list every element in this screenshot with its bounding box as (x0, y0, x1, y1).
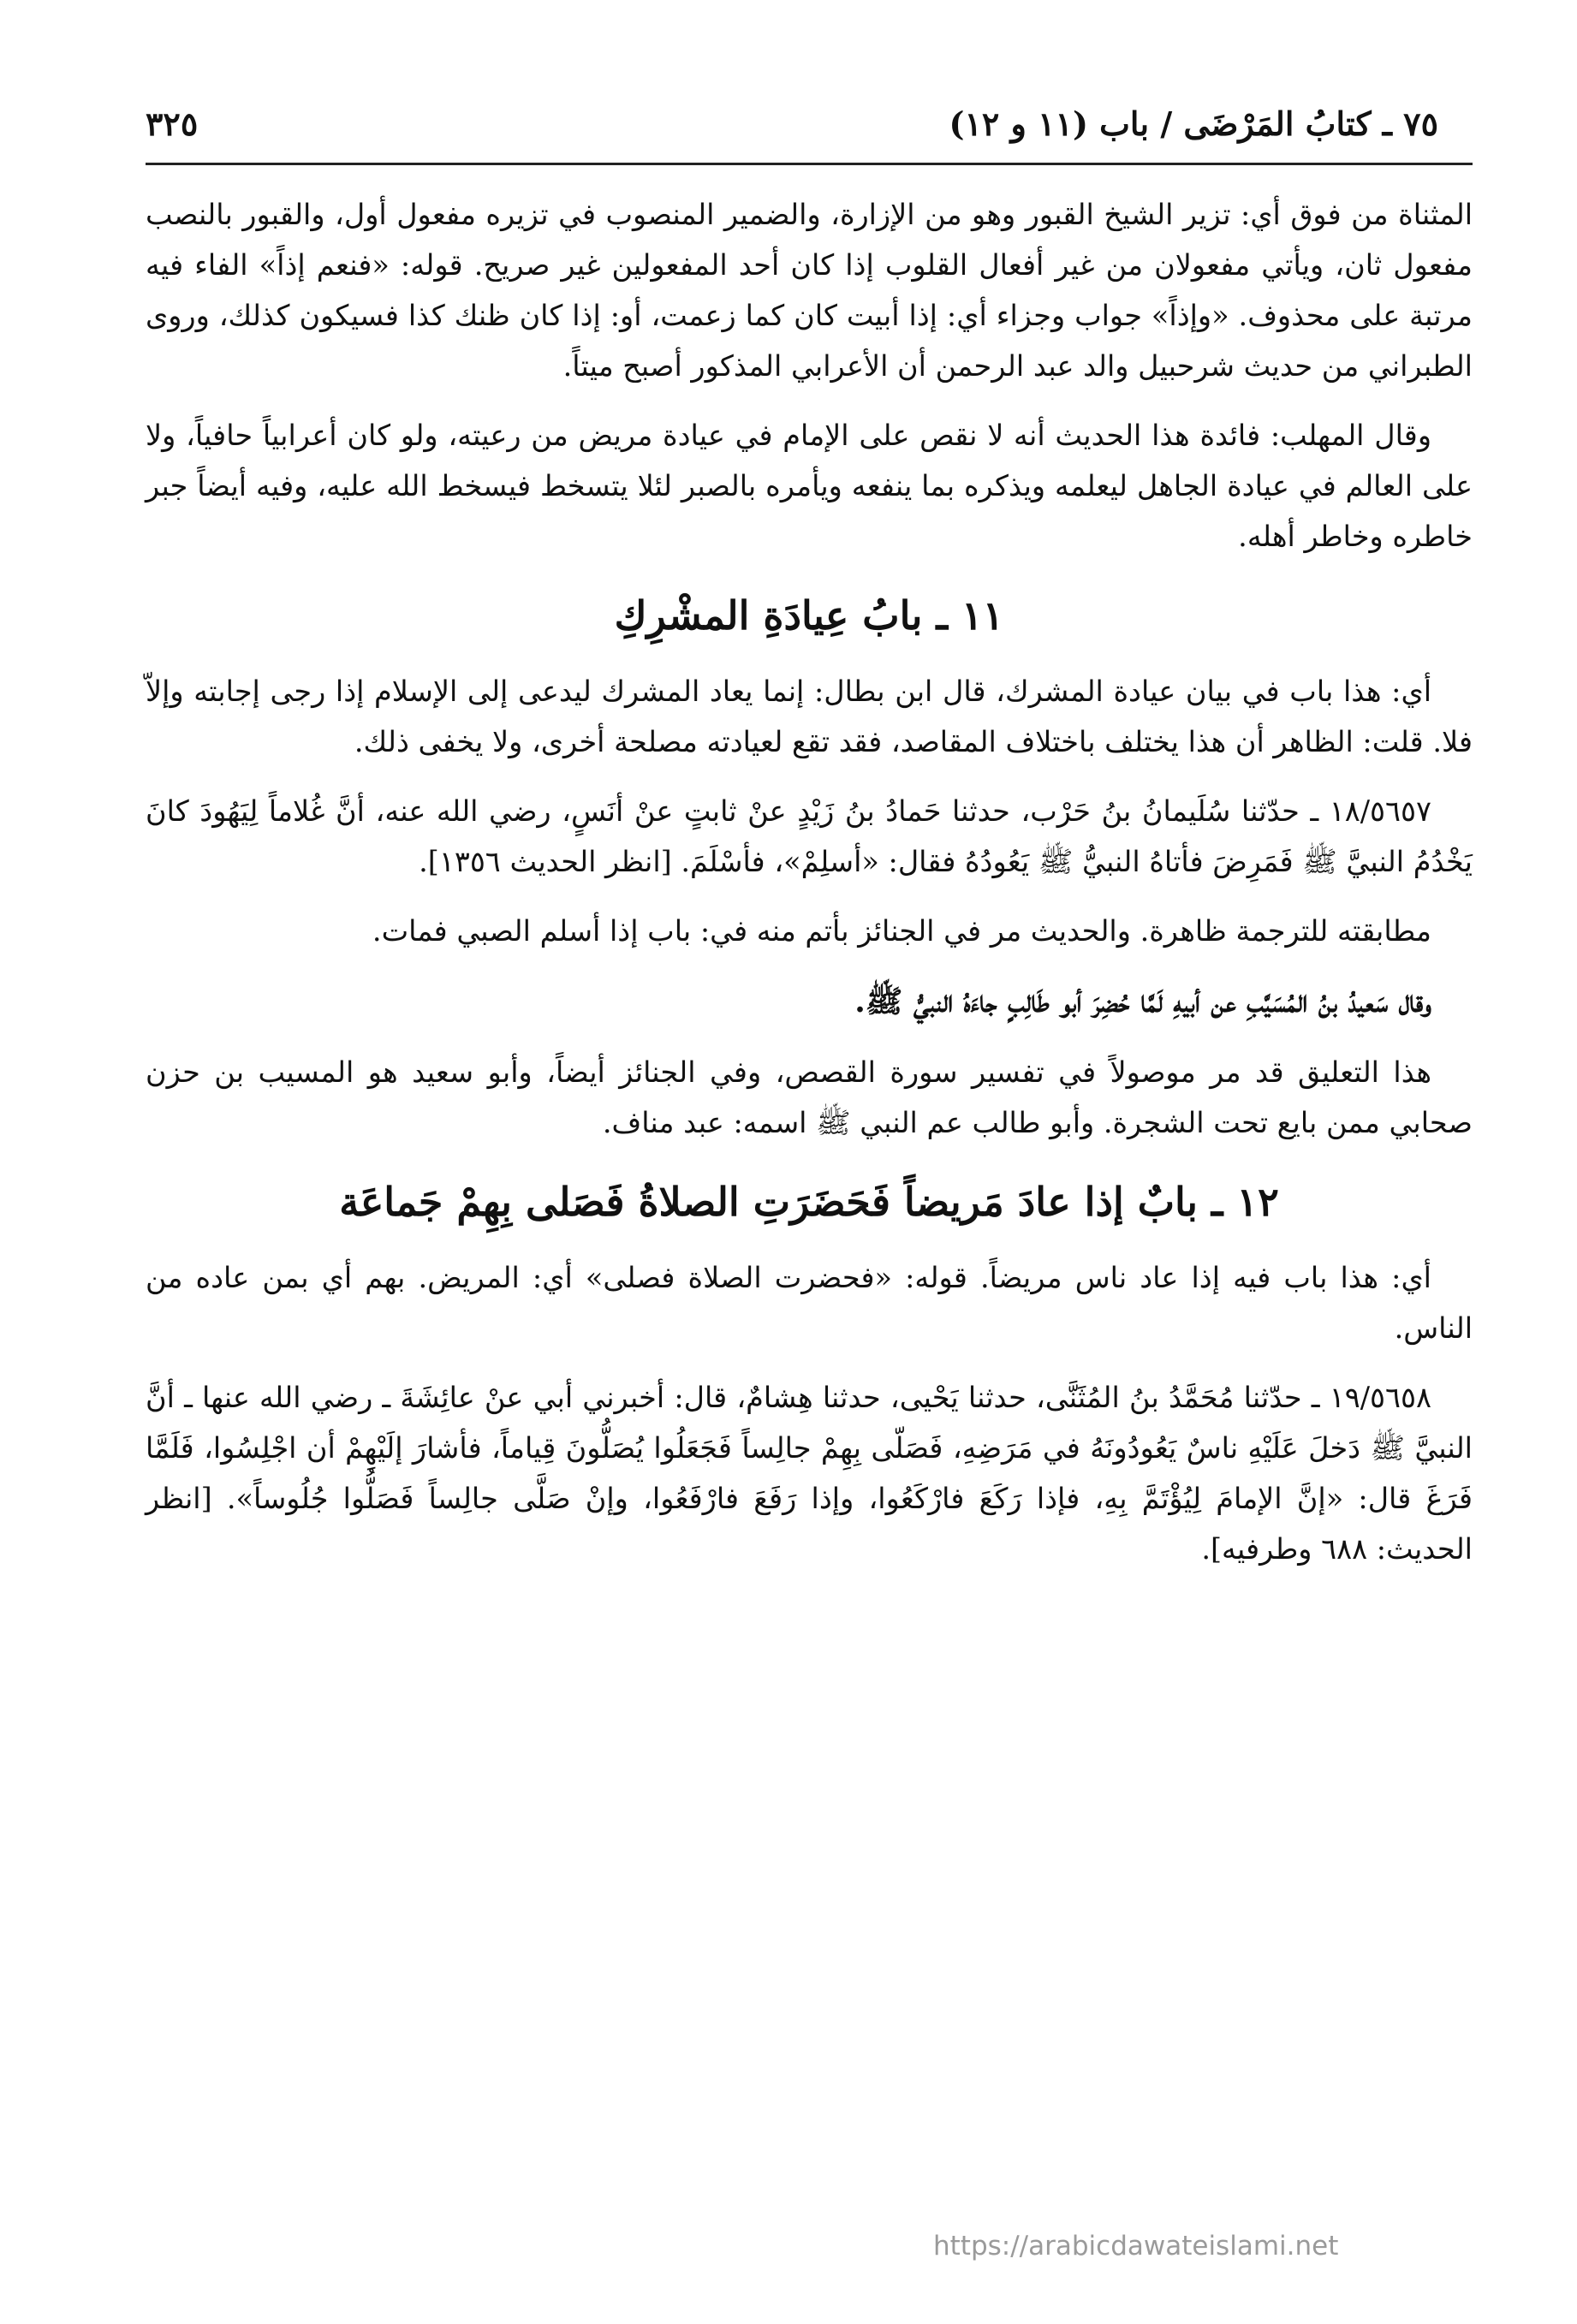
page-body (146, 189, 1473, 1574)
paragraph-commentary-3: مطابقته للترجمة ظاهرة. والحديث مر في الجنائز بأتم منه في: باب إذا أسلم الصبي فمات. (372, 914, 1431, 948)
hadith-5658: ١٩/٥٦٥٨ ـ حدّثنا مُحَمَّدُ بنُ المُثَنَّى، حدثنا يَحْيى، حدثنا هِشامٌ، قال: أخبرني أبي عنْ عائِشَةَ ـ رضي الله عنها ـ أنَّ النبيَّ ﷺ دَخلَ عَلَيْهِ ناسٌ يَعُودُونَهُ في مَرَضِهِ، فَصَلّى بِهِمْ جالِساً فَجَعَلُوا يُصَلُّونَ قِياماً، فأشارَ إلَيْهِمْ أن اجْلِسُوا، فَلَمَّا فَرَغَ قال: «إنَّ الإمامَ لِيُؤْتَمَّ بِهِ، فإذا رَكَعَ فارْكَعُوا، وإذا رَفَعَ فارْفَعُوا، وإنْ صَلَّى جالِساً فَصَلُّوا جُلُوساً». [انظر الحديث: ٦٨٨ وطرفيه]. (146, 1381, 1473, 1566)
book-page (146, 86, 1473, 2277)
hadith-mualaq: وقال سَعيدُ بنُ المُسَيَّبِ عن أبيهِ لَمَّا حُضِرَ أبو طَالِبٍ جاءَهُ النبيُّ ﷺ. (854, 984, 1431, 1019)
paragraph-chapter-12-intro: أي: هذا باب فيه إذا عاد ناس مريضاً. قوله: «فحضرت الصلاة فصلى» أي: المريض. بهم أي بمن عاده من الناس. (146, 1261, 1473, 1345)
chapter-heading-12: ١٢ ـ بابٌ إذا عادَ مَريضاً فَحَضَرَتِ الصلاةُ فَصَلى بِهِمْ جَماعَة (339, 1179, 1279, 1225)
paragraph-chapter-11-intro: أي: هذا باب في بيان عيادة المشرك، قال ابن بطال: إنما يعاد المشرك ليدعى إلى الإسلام إذا رجى إجابته وإلاّ فلا. قلت: الظاهر أن هذا يختلف باختلاف المقاصد، فقد تقع لعيادته مصلحة أخرى، ولا يخفى ذلك. (146, 675, 1473, 758)
hadith-5657: ١٨/٥٦٥٧ ـ حدّثنا سُلَيمانُ بنُ حَرْب، حدثنا حَمادُ بنُ زَيْدٍ عنْ ثابتٍ عنْ أنَسٍ، رضي الله عنه، أنَّ غُلاماً لِيَهُودَ كانَ يَخْدُمُ النبيَّ ﷺ فَمَرِضَ فأتاهُ النبيُّ ﷺ يَعُودُهُ فقال: «أسلِمْ»، فأسْلَمَ. [انظر الحديث ١٣٥٦]. (146, 794, 1473, 878)
running-header (146, 86, 1473, 159)
paragraph-commentary-1: المثناة من فوق أي: تزير الشيخ القبور وهو من الإزارة، والضمير المنصوب في تزيره مفعول أول، والقبور بالنصب مفعول ثان، ويأتي مفعولان من غير أفعال القلوب إذا كان أحد المفعولين غير صريح. قوله: «فنعم إذاً» الفاء فيه مرتبة على محذوف. «وإذاً» جواب وجزاء أي: إذا أبيت كان كما زعمت، أو: إذا كان ظنك كذا فسيكون كذلك، وروى الطبراني من حديث شرحبيل والد عبد الرحمن أن الأعرابي المذكور أصبح ميتاً. (146, 198, 1473, 383)
section-title: ٧٥ ـ كتابُ المَرْضَى / باب (١١ و ١٢) (949, 104, 1438, 143)
paragraph-commentary-2: وقال المهلب: فائدة هذا الحديث أنه لا نقص على الإمام في عيادة مريض من رعيته، ولو كان أعرابياً حافياً، ولا على العالم في عيادة الجاهل ليعلمه ويذكره بما ينفعه ويأمره بالصبر لئلا يتسخط فيسخط الله عليه، وفيه أيضاً جبر خاطره وخاطر أهله. (146, 419, 1473, 553)
chapter-heading-11: ١١ ـ بابُ عِيادَةِ المشْرِكِ (614, 592, 1004, 639)
page-number: ٣٢٥ (146, 104, 199, 143)
paragraph-commentary-4: هذا التعليق قد مر موصولاً في تفسير سورة القصص، وفي الجنائز أيضاً، وأبو سعيد هو المسيب بن حزن صحابي ممن بايع تحت الشجرة. وأبو طالب عم النبي ﷺ اسمه: عبد مناف. (146, 1055, 1473, 1139)
header-rule (146, 163, 1473, 165)
watermark-url: https://arabicdawateislami.net (933, 2231, 1339, 2262)
